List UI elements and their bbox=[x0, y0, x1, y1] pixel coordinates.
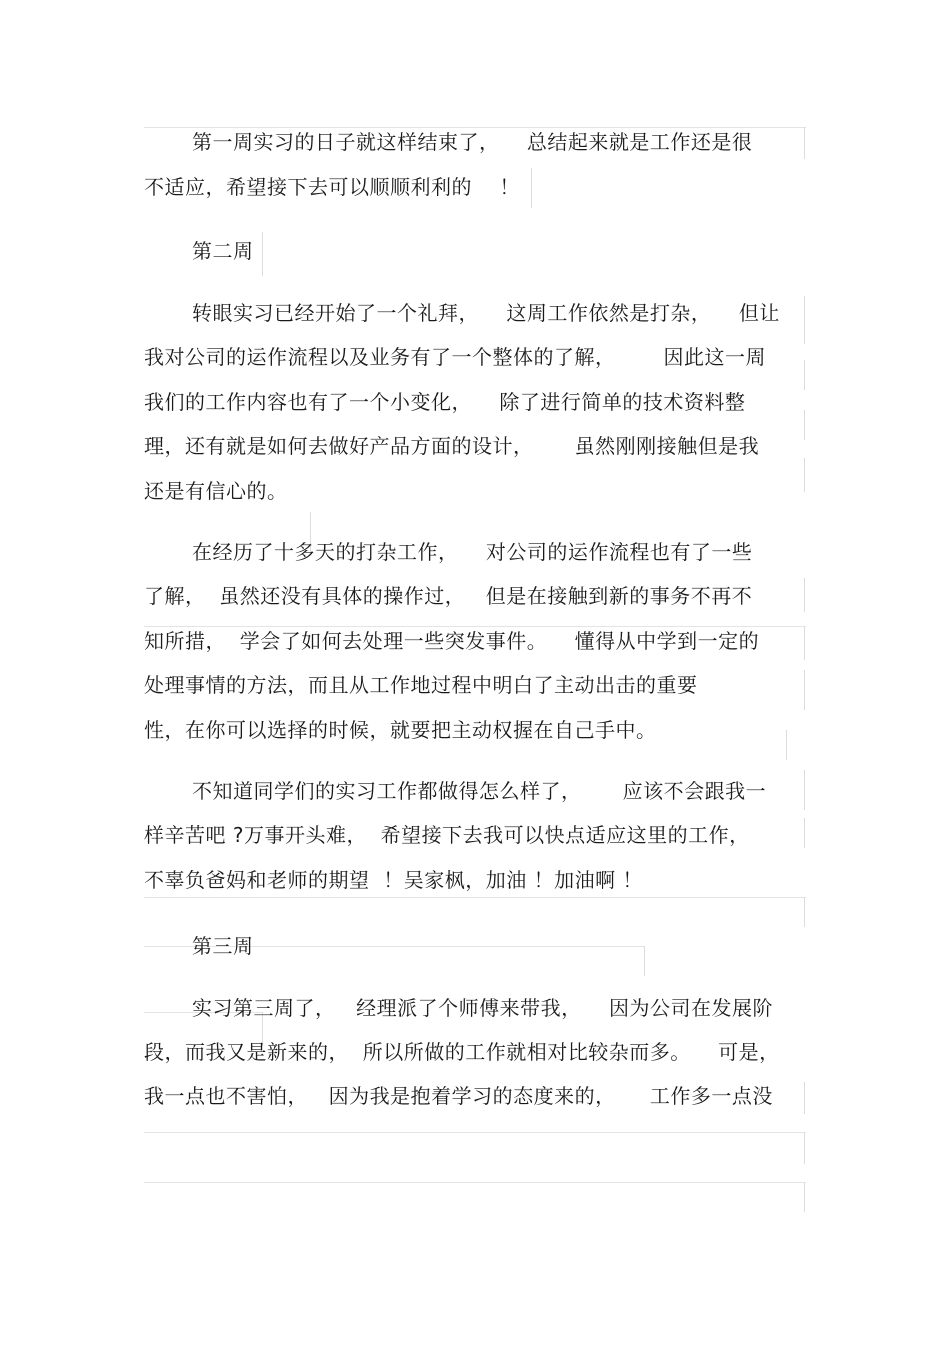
text-line: 理，还有就是如何去做好产品方面的设计， 虽然刚刚接触但是我 bbox=[144, 434, 760, 458]
rule-line bbox=[804, 1182, 805, 1212]
text-line: 不知道同学们的实习工作都做得怎么样了， 应该不会跟我一 bbox=[192, 779, 767, 803]
text-line: 我一点也不害怕， 因为我是抱着学习的态度来的， 工作多一点没 bbox=[144, 1084, 773, 1108]
text-line: 样辛苦吧 ?万事开头难， 希望接下去我可以快点适应这里的工作， bbox=[144, 823, 750, 847]
text-line: 我对公司的运作流程以及业务有了一个整体的了解， 因此这一周 bbox=[144, 345, 767, 369]
text-line: 了解， 虽然还没有具体的操作过， 但是在接触到新的事务不再不 bbox=[144, 584, 753, 608]
text-line: 实习第三周了， 经理派了个师傅来带我， 因为公司在发展阶 bbox=[192, 996, 774, 1020]
text-line: 不辜负爸妈和老师的期望 ！吴家枫，加油 ！加油啊 ！ bbox=[144, 868, 643, 892]
section-heading: 第三周 bbox=[192, 934, 254, 958]
text-line: 我们的工作内容也有了一个小变化， 除了进行简单的技术资料整 bbox=[144, 390, 746, 414]
rule-line bbox=[144, 1182, 806, 1183]
rule-line bbox=[804, 1132, 805, 1164]
text-line: 还是有信心的。 bbox=[144, 479, 288, 503]
text-line: 不适应，希望接下去可以顺顺利利的 ！ bbox=[144, 175, 520, 199]
text-line: 在经历了十多天的打杂工作， 对公司的运作流程也有了一些 bbox=[192, 540, 753, 564]
rule-line bbox=[144, 897, 806, 898]
text-line: 第一周实习的日子就这样结束了， 总结起来就是工作还是很 bbox=[192, 130, 753, 154]
text-line: 知所措， 学会了如何去处理一些突发事件。 懂得从中学到一定的 bbox=[144, 629, 760, 653]
section-heading: 第二周 bbox=[192, 239, 254, 263]
text-line: 处理事情的方法，而且从工作地过程中明白了主动出击的重要 bbox=[144, 673, 698, 697]
rule-line bbox=[804, 897, 805, 927]
text-line: 段，而我又是新来的， 所以所做的工作就相对比较杂而多。 可是， bbox=[144, 1040, 780, 1064]
text-line: 转眼实习已经开始了一个礼拜， 这周工作依然是打杂， 但让 bbox=[192, 301, 780, 325]
rule-line bbox=[144, 1132, 806, 1133]
text-line: 性，在你可以选择的时候，就要把主动权握在自己手中。 bbox=[144, 718, 657, 742]
